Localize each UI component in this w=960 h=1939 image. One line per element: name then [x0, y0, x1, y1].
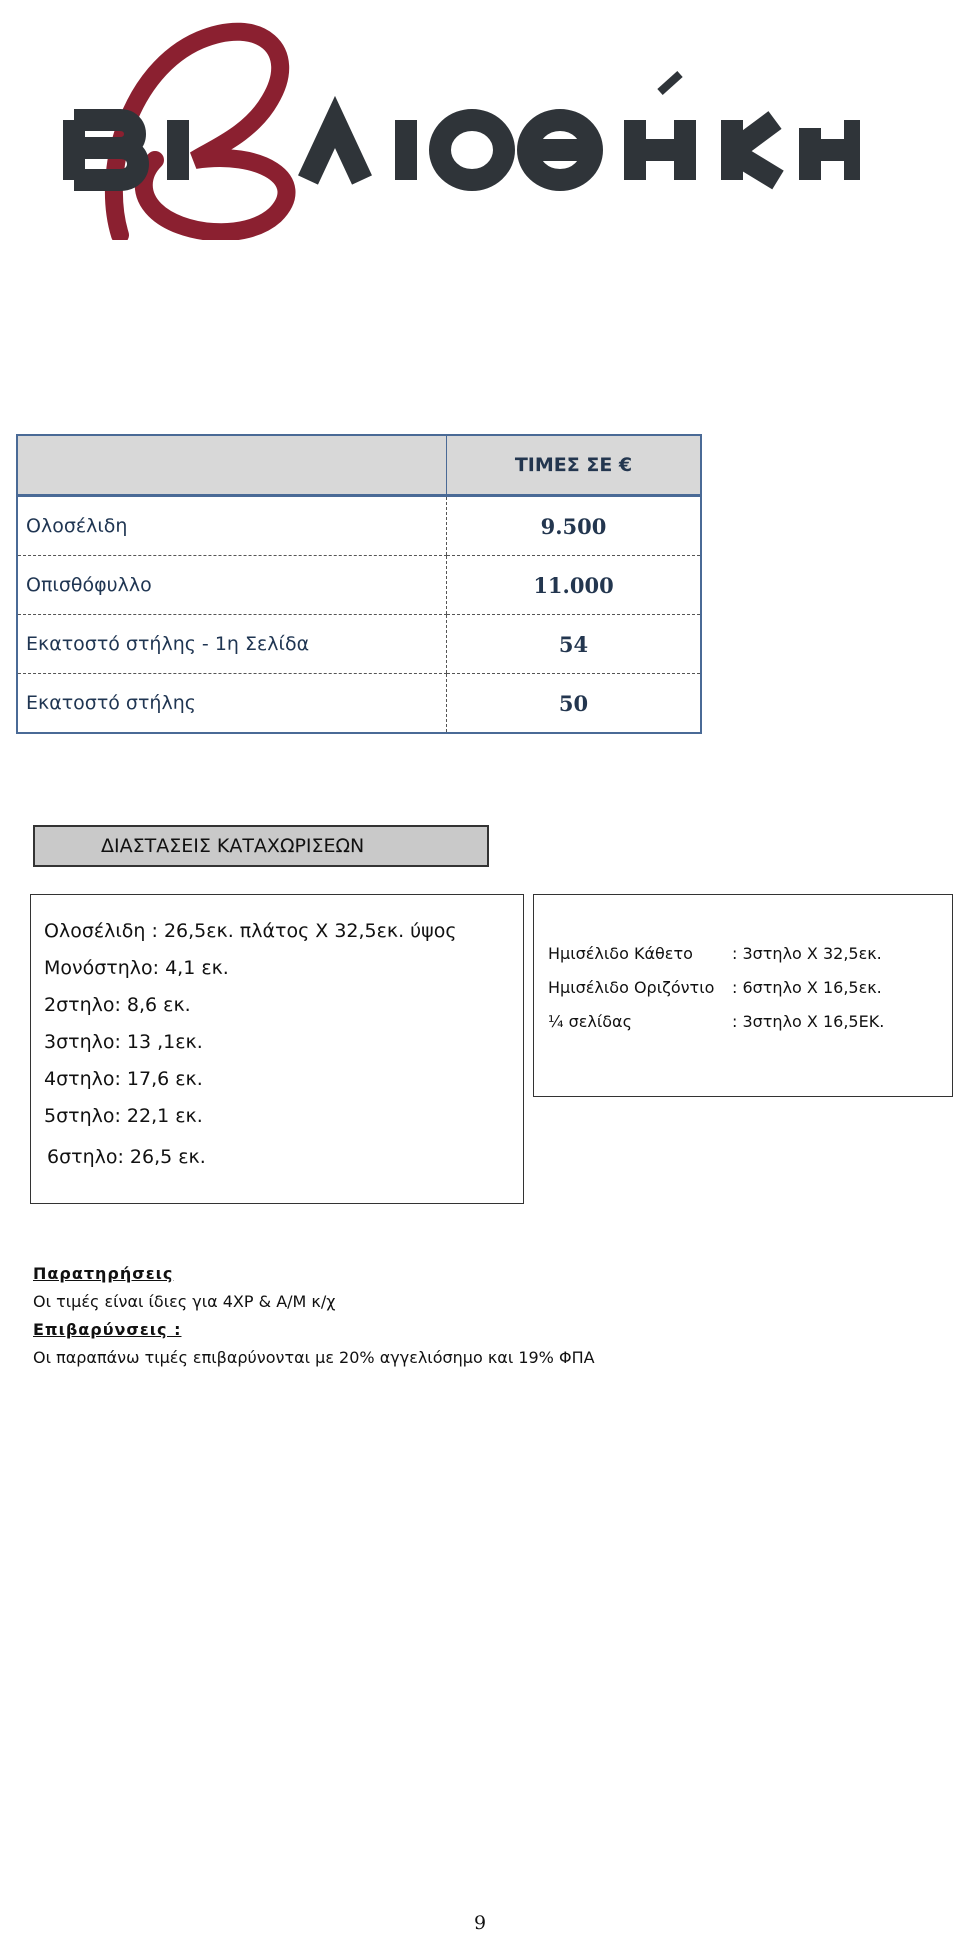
- price-row-value: 50: [447, 674, 702, 734]
- price-row: [17, 615, 701, 674]
- price-header-empty-cell: [17, 435, 447, 496]
- price-row: [17, 496, 701, 556]
- price-header-label: ΤΙΜΕΣ ΣΕ €: [447, 435, 702, 496]
- remarks-heading: Παρατηρήσεις: [33, 1264, 174, 1283]
- price-row-value: 9.500: [447, 496, 702, 556]
- notes-section: [33, 1260, 595, 1372]
- dimension-row: [534, 937, 952, 971]
- price-row: [17, 674, 701, 734]
- dimension-line: 2στηλο: 8,6 εκ.: [44, 994, 191, 1016]
- price-table: [16, 434, 702, 734]
- dimension-line: 6στηλο: 26,5 εκ.: [47, 1146, 206, 1168]
- price-row-value: 54: [447, 615, 702, 674]
- dimensions-title: ΔΙΑΣΤΑΣΕΙΣ ΚΑΤΑΧΩΡΙΣΕΩΝ: [33, 825, 489, 867]
- dimension-row-label: ¼ σελίδας: [548, 1012, 632, 1031]
- charges-heading: Επιβαρύνσεις :: [33, 1320, 182, 1339]
- dimension-row-value: : 6στηλο Χ 16,5εκ.: [732, 978, 882, 997]
- dimension-line: 3στηλο: 13 ,1εκ.: [44, 1031, 203, 1053]
- dimension-row-value: : 3στηλο Χ 16,5ΕΚ.: [732, 1012, 885, 1031]
- dimension-row-label: Ημισέλιδο Κάθετο: [548, 944, 693, 963]
- dimension-line: Ολοσέλιδη : 26,5εκ. πλάτος Χ 32,5εκ. ύψος: [44, 920, 457, 942]
- price-row: [17, 556, 701, 615]
- dimension-line: 5στηλο: 22,1 εκ.: [44, 1105, 203, 1127]
- remarks-text: Οι τιμές είναι ίδιες για 4ΧΡ & Α/Μ κ/χ: [33, 1292, 336, 1311]
- dimension-row: [534, 1005, 952, 1039]
- dimension-line: Μονόστηλο: 4,1 εκ.: [44, 957, 229, 979]
- charges-text: Οι παραπάνω τιμές επιβαρύνονται με 20% αγγελιόσημο και 19% ΦΠΑ: [33, 1348, 595, 1367]
- price-row-label: Εκατοστό στήλης: [26, 692, 196, 714]
- price-row-label: Ολοσέλιδη: [17, 496, 447, 556]
- logo: [60, 10, 860, 240]
- logo-graphic: [60, 10, 860, 240]
- dimension-row: [534, 971, 952, 1005]
- dimension-row-label: Ημισέλιδο Οριζόντιο: [548, 978, 715, 997]
- price-row-label: Εκατοστό στήλης - 1η Σελίδα: [17, 615, 447, 674]
- dimension-line: 4στηλο: 17,6 εκ.: [44, 1068, 203, 1090]
- price-row-value: 11.000: [447, 556, 702, 615]
- price-row-label: Οπισθόφυλλο: [17, 556, 447, 615]
- dimensions-right-box: [533, 894, 953, 1097]
- price-table-header: [17, 435, 701, 496]
- page-number: 9: [473, 1912, 487, 1934]
- dimension-row-value: : 3στηλο Χ 32,5εκ.: [732, 944, 882, 963]
- dimensions-left-box: [30, 894, 524, 1204]
